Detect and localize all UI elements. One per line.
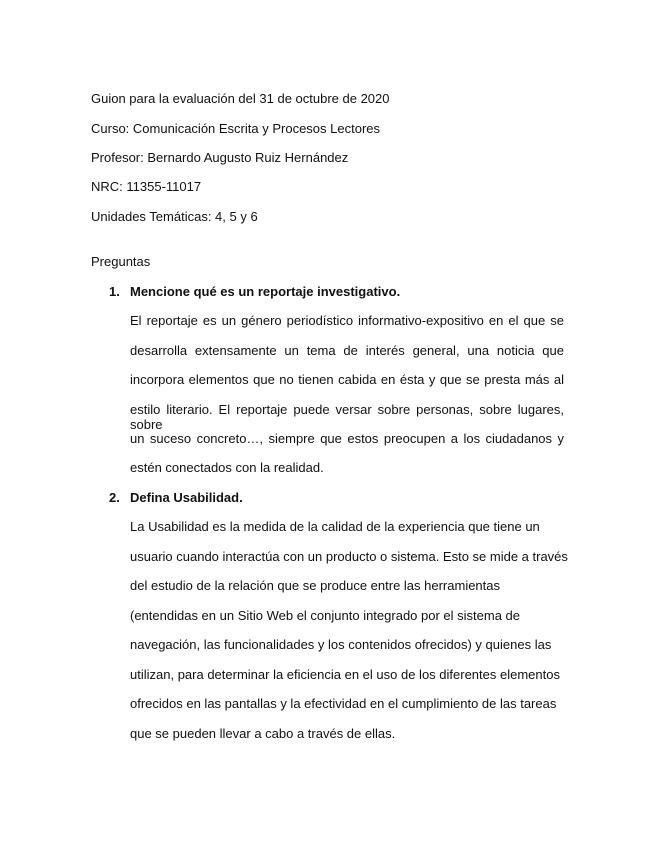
question-1-heading — [109, 284, 400, 299]
professor-line: Profesor: Bernardo Augusto Ruiz Hernández — [91, 150, 349, 165]
answer-1-line: desarrolla extensamente un tema de interés general, una noticia que — [130, 343, 564, 358]
answer-2-line: utilizan, para determinar la eficiencia en el uso de los diferentes elementos — [130, 667, 560, 682]
answer-2-line: navegación, las funcionalidades y los contenidos ofrecidos) y quienes las — [130, 637, 552, 652]
units-line: Unidades Temáticas: 4, 5 y 6 — [91, 209, 258, 224]
answer-1-line: un suceso concreto…, siempre que estos preocupen a los ciudadanos y — [130, 431, 564, 446]
answer-2-line: (entendidas en un Sitio Web el conjunto integrado por el sistema de — [130, 608, 521, 623]
question-2-number: 2. — [109, 490, 120, 505]
questions-label: Preguntas — [91, 254, 151, 269]
course-line: Curso: Comunicación Escrita y Procesos Lectores — [91, 121, 381, 136]
question-2-text: Defina Usabilidad. — [130, 490, 243, 505]
question-1-text: Mencione qué es un reportaje investigativo. — [130, 284, 401, 299]
answer-2-line: que se pueden llevar a cabo a través de ellas. — [130, 726, 396, 741]
answer-2-line: usuario cuando interactúa con un producto o sistema. Esto se mide a través — [130, 549, 568, 564]
answer-2-line: del estudio de la relación que se produce entre las herramientas — [130, 578, 501, 593]
answer-1-line: incorpora elementos que no tienen cabida en ésta y que se presta más al — [130, 372, 564, 387]
answer-1-line: estén conectados con la realidad. — [130, 460, 324, 475]
nrc-line: NRC: 11355-11017 — [91, 179, 202, 194]
document-title: Guion para la evaluación del 31 de octubre de 2020 — [91, 91, 390, 106]
question-1-number: 1. — [109, 284, 120, 299]
answer-2-line: ofrecidos en las pantallas y la efectividad en el cumplimiento de las tareas — [130, 696, 557, 711]
answer-1-line: estilo literario. El reportaje puede versar sobre personas, sobre lugares, sobre — [130, 402, 564, 432]
answer-2-line: La Usabilidad es la medida de la calidad de la experiencia que tiene un — [130, 519, 540, 534]
answer-1-line: El reportaje es un género periodístico informativo-expositivo en el que se — [130, 313, 564, 328]
question-2-heading — [109, 490, 243, 505]
